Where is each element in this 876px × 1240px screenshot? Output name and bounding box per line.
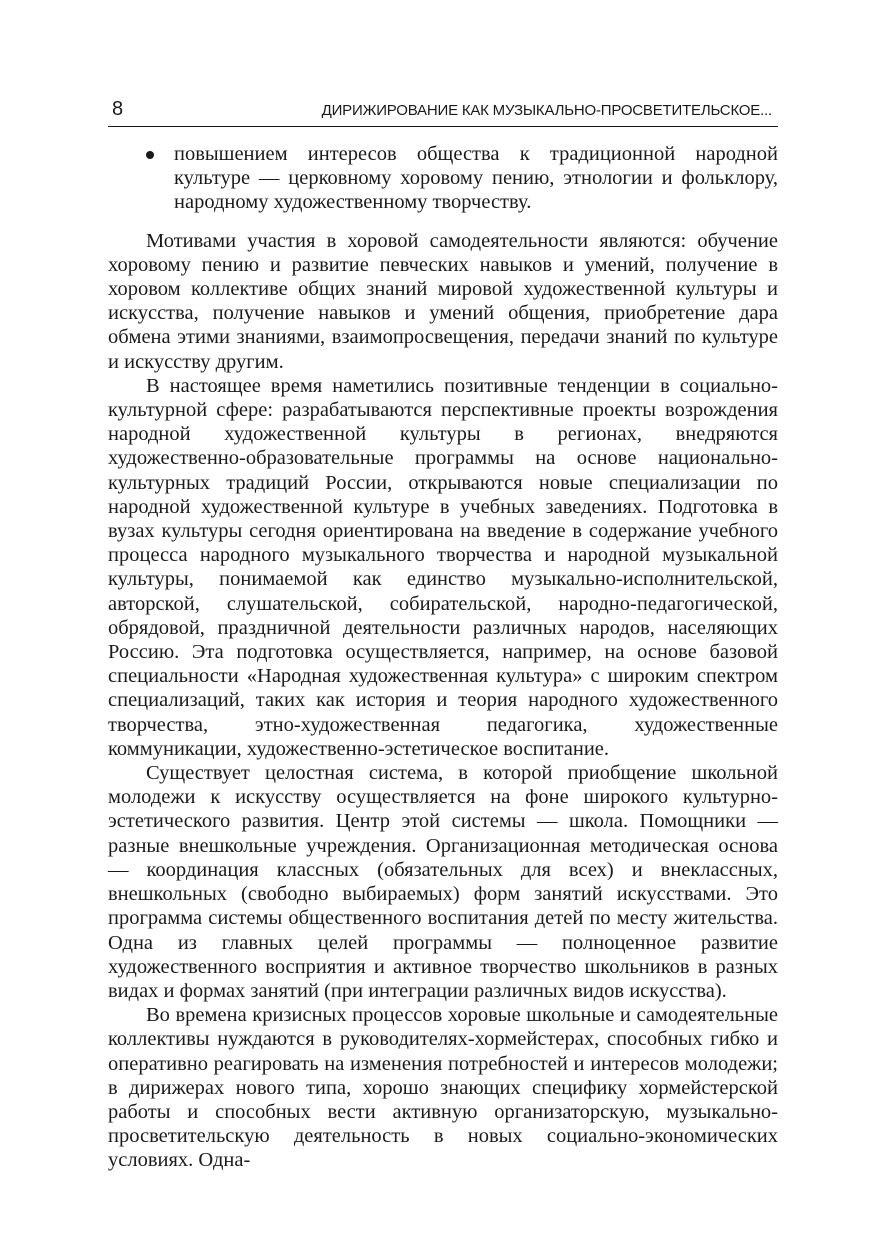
paragraph-system: Существует целостная система, в которой приобщение школьной молодежи к искусству осуществляется на фоне широкого культурно-эстетического развития. Центр этой системы — школа. Помощники — разные внешкольные учреждения. Организационная методическая основа — координация классных (обязательных для всех) и внеклассных, внешкольных (свободно выбираемых) форм занятий искусствами. Это программа системы общественного воспитания детей по месту жительства. Одна из главных целей программы — полноценное развитие художественного восприятия и активное творчество школьников в разных видах и формах занятий (при интеграции различных видов искусства). [108, 762, 778, 1002]
running-title: ДИРИЖИРОВАНИЕ КАК МУЗЫКАЛЬНО-ПРОСВЕТИТЕЛЬСКОЕ... [321, 102, 772, 119]
bullet-text: повышением интересов общества к традиционной народной культуре — церковному хоровому пению, этнологии и фольклору, народному художественному творчеству. [174, 143, 778, 214]
paragraph-crisis: Во времена кризисных процессов хоровые школьные и самодеятельные коллективы нуждаются в руководителях-хормейстерах, способных гибко и оперативно реагировать на изменения потребностей и интересов молодежи; в дирижерах нового типа, хорошо знающих специфику хормейстерской работы и способных вести активную организаторскую, музыкально-просветительскую деятельность в новых социально-экономических условиях. Одна- [108, 1004, 778, 1172]
bullet-icon [146, 151, 154, 159]
page-number: 8 [112, 98, 124, 120]
paragraph-trends: В настоящее время наметились позитивные тенденции в социально-культурной сфере: разрабатываются перспективные проекты возрождения народной художественной культуры в регионах, внедряются художественно-образовательные программы на основе национально-культурных традиций России, открываются новые специализации по народной художественной культуре в учебных заведениях. Подготовка в вузах культуры сегодня ориентирована на введение в содержание учебного процесса народного музыкального творчества и народной музыкальной культуры, понимаемой как единство музыкально-исполнительской, авторской, слушательской, собирательской, народно-педагогической, обрядовой, праздничной деятельности различных народов, населяющих Россию. Эта подготовка осуществляется, например, на основе базовой специальности «Народная художественная культура» с широким спектром специализаций, таких как история и теория народного художественного творчества, этно-художественная педагогика, художественные коммуникации, художественно-эстетическое воспитание. [108, 374, 778, 760]
page-header [108, 96, 778, 127]
paragraph-motives: Мотивами участия в хоровой самодеятельности являются: обучение хоровому пению и развитие певческих навыков и умений, получение в хоровом коллективе общих знаний мировой художественной культуры и искусства, получение навыков и умений общения, приобретение дара обмена этими знаниями, взаимопросвещения, передачи знаний по культуре и искусству другим. [108, 229, 778, 373]
bullet-item [108, 142, 778, 215]
body-text [108, 142, 778, 1173]
